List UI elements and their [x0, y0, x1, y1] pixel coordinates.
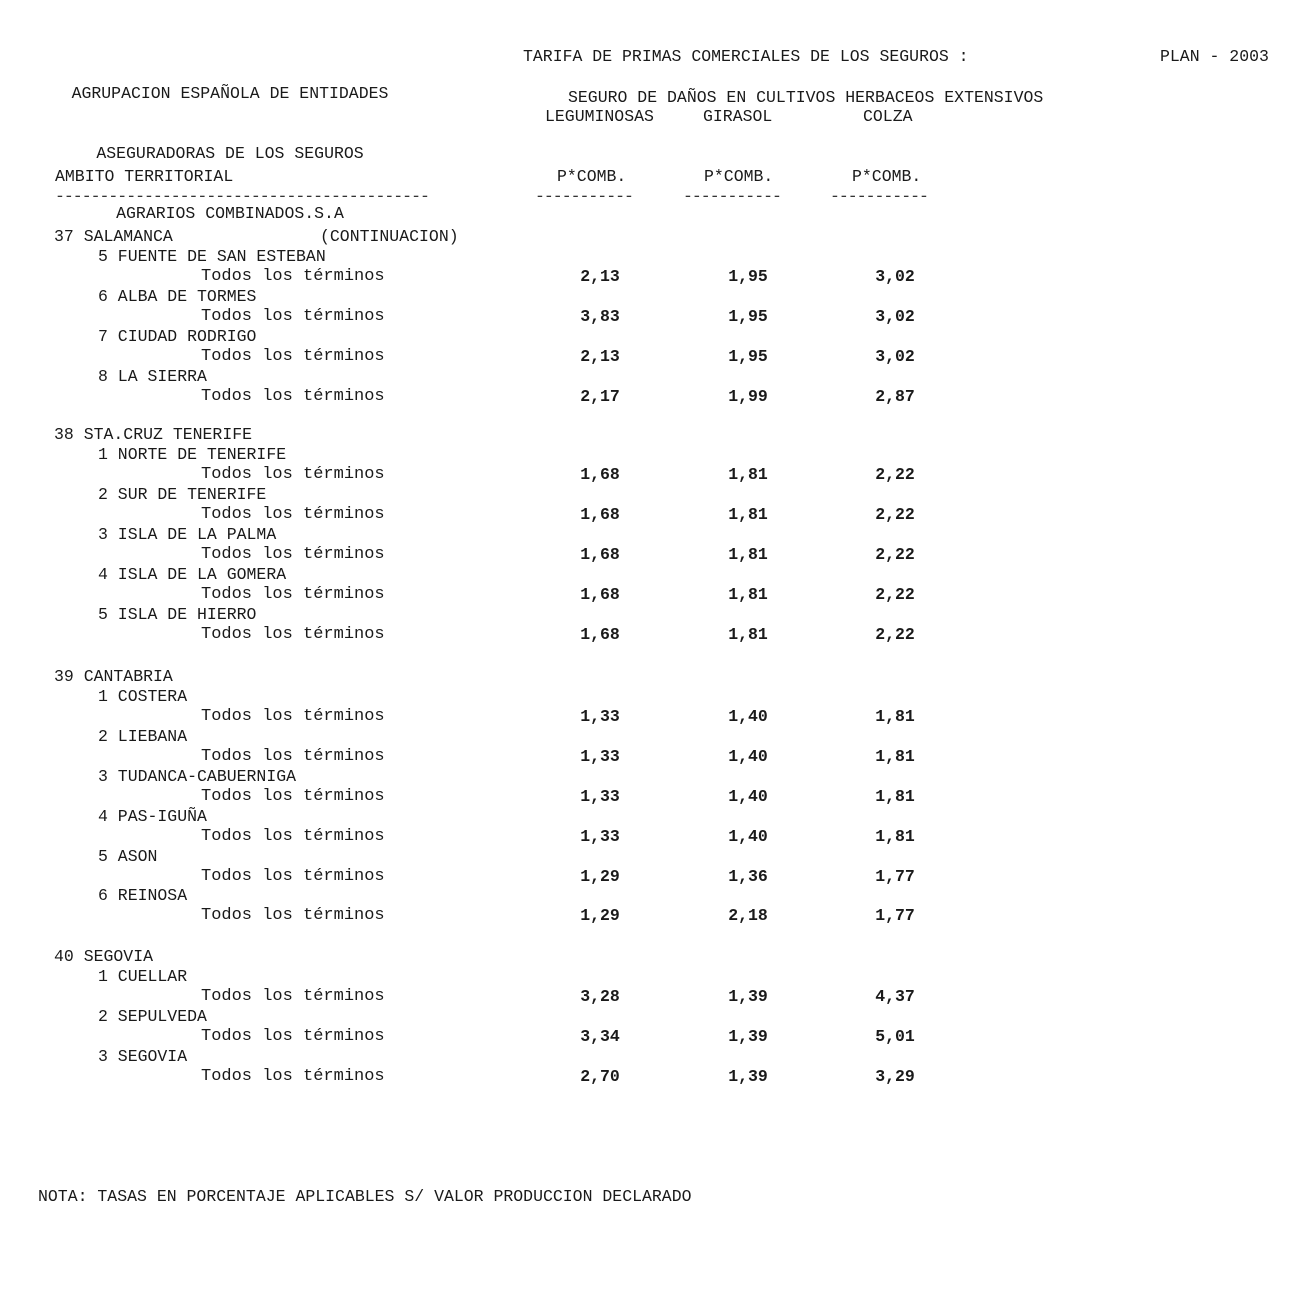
province-name: 40 SEGOVIA	[54, 947, 154, 966]
rate-girasol: 1,40	[728, 747, 768, 766]
term-row	[0, 545, 1309, 565]
ambito-territorial-header: AMBITO TERRITORIAL	[55, 167, 234, 186]
rate-colza: 5,01	[875, 1027, 915, 1046]
province-row	[0, 425, 1309, 445]
header-rule-ambito: ------------------------------------------	[55, 187, 429, 206]
term-row	[0, 465, 1309, 485]
province-row	[0, 667, 1309, 687]
rate-girasol: 1,95	[728, 347, 768, 366]
zone-row	[0, 367, 1309, 387]
term-row	[0, 867, 1309, 887]
organization-name	[30, 44, 430, 244]
term-label: Todos los términos	[201, 867, 385, 886]
rate-colza: 1,81	[875, 747, 915, 766]
term-label: Todos los términos	[201, 267, 385, 286]
rate-colza: 2,22	[875, 545, 915, 564]
zone-name: 3 ISLA DE LA PALMA	[98, 525, 277, 544]
rate-leguminosas: 1,29	[580, 906, 620, 925]
zone-row	[0, 525, 1309, 545]
term-label: Todos los términos	[201, 747, 385, 766]
term-label: Todos los términos	[201, 1027, 385, 1046]
zone-row	[0, 727, 1309, 747]
term-row	[0, 827, 1309, 847]
term-label: Todos los términos	[201, 585, 385, 604]
province-row	[0, 947, 1309, 967]
zone-row	[0, 445, 1309, 465]
plan-year: PLAN - 2003	[1160, 47, 1269, 66]
zone-name: 1 NORTE DE TENERIFE	[98, 445, 287, 464]
header-rule-leguminosas: -----------	[535, 187, 633, 206]
rate-girasol: 1,40	[728, 787, 768, 806]
zone-name: 5 FUENTE DE SAN ESTEBAN	[98, 247, 326, 266]
rate-leguminosas: 1,33	[580, 827, 620, 846]
zone-name: 6 ALBA DE TORMES	[98, 287, 257, 306]
zone-row	[0, 1047, 1309, 1067]
term-label: Todos los términos	[201, 625, 385, 644]
zone-name: 8 LA SIERRA	[98, 367, 207, 386]
province-continuation-note: (CONTINUACION)	[320, 227, 459, 246]
rate-girasol: 1,39	[728, 987, 768, 1006]
rate-colza: 1,77	[875, 867, 915, 886]
rate-girasol: 1,99	[728, 387, 768, 406]
zone-row	[0, 767, 1309, 787]
term-label: Todos los términos	[201, 347, 385, 366]
term-label: Todos los términos	[201, 505, 385, 524]
term-row	[0, 1067, 1309, 1087]
term-row	[0, 585, 1309, 605]
crop-title-colza: COLZA	[863, 107, 913, 126]
zone-name: 2 SUR DE TENERIFE	[98, 485, 267, 504]
zone-row	[0, 687, 1309, 707]
province-name: 38 STA.CRUZ TENERIFE	[54, 425, 253, 444]
rate-leguminosas: 1,68	[580, 625, 620, 644]
term-label: Todos los términos	[201, 387, 385, 406]
rate-colza: 1,81	[875, 787, 915, 806]
zone-row	[0, 605, 1309, 625]
term-row	[0, 307, 1309, 327]
rate-girasol: 1,81	[728, 585, 768, 604]
zone-row	[0, 287, 1309, 307]
zone-name: 4 ISLA DE LA GOMERA	[98, 565, 287, 584]
rate-leguminosas: 1,68	[580, 585, 620, 604]
term-label: Todos los términos	[201, 906, 385, 925]
zone-row	[0, 847, 1309, 867]
zone-name: 7 CIUDAD RODRIGO	[98, 327, 257, 346]
term-label: Todos los términos	[201, 545, 385, 564]
zone-name: 4 PAS-IGUÑA	[98, 807, 207, 826]
rate-girasol: 2,18	[728, 906, 768, 925]
zone-name: 1 COSTERA	[98, 687, 188, 706]
rate-leguminosas: 1,68	[580, 465, 620, 484]
rate-girasol: 1,81	[728, 505, 768, 524]
rate-leguminosas: 2,13	[580, 347, 620, 366]
footer-note: NOTA: TASAS EN PORCENTAJE APLICABLES S/ VALOR PRODUCCION DECLARADO	[38, 1187, 692, 1206]
term-row	[0, 625, 1309, 645]
rate-leguminosas: 1,68	[580, 545, 620, 564]
term-label: Todos los términos	[201, 307, 385, 326]
rate-leguminosas: 1,68	[580, 505, 620, 524]
rate-girasol: 1,39	[728, 1067, 768, 1086]
rate-leguminosas: 2,13	[580, 267, 620, 286]
rate-leguminosas: 2,70	[580, 1067, 620, 1086]
rate-colza: 1,81	[875, 827, 915, 846]
zone-name: 3 SEGOVIA	[98, 1047, 188, 1066]
rate-colza: 3,02	[875, 347, 915, 366]
term-row	[0, 747, 1309, 767]
rate-leguminosas: 1,33	[580, 787, 620, 806]
rate-girasol: 1,40	[728, 827, 768, 846]
crop-title-leguminosas: LEGUMINOSAS	[545, 107, 654, 126]
zone-name: 2 LIEBANA	[98, 727, 188, 746]
zone-row	[0, 327, 1309, 347]
zone-name: 5 ISLA DE HIERRO	[98, 605, 257, 624]
zone-name: 5 ASON	[98, 847, 158, 866]
rate-girasol: 1,39	[728, 1027, 768, 1046]
zone-name: 2 SEPULVEDA	[98, 1007, 207, 1026]
rate-leguminosas: 1,29	[580, 867, 620, 886]
rate-girasol: 1,95	[728, 267, 768, 286]
rate-leguminosas: 1,33	[580, 707, 620, 726]
term-row	[0, 707, 1309, 727]
zone-row	[0, 886, 1309, 906]
zone-row	[0, 807, 1309, 827]
term-row	[0, 906, 1309, 926]
rate-leguminosas: 3,28	[580, 987, 620, 1006]
rate-leguminosas: 3,34	[580, 1027, 620, 1046]
term-label: Todos los términos	[201, 787, 385, 806]
rate-colza: 3,29	[875, 1067, 915, 1086]
zone-row	[0, 1007, 1309, 1027]
column-header-leguminosas: P*COMB.	[557, 167, 627, 186]
rate-girasol: 1,81	[728, 465, 768, 484]
term-row	[0, 387, 1309, 407]
rate-girasol: 1,95	[728, 307, 768, 326]
rate-colza: 3,02	[875, 267, 915, 286]
zone-row	[0, 967, 1309, 987]
zone-name: 6 REINOSA	[98, 886, 188, 905]
province-name: 37 SALAMANCA	[54, 227, 173, 246]
rate-girasol: 1,81	[728, 545, 768, 564]
document-title: TARIFA DE PRIMAS COMERCIALES DE LOS SEGUROS :	[523, 47, 969, 66]
term-label: Todos los términos	[201, 707, 385, 726]
org-line-1: AGRUPACION ESPAÑOLA DE ENTIDADES	[71, 84, 389, 103]
term-label: Todos los términos	[201, 465, 385, 484]
zone-row	[0, 485, 1309, 505]
column-header-girasol: P*COMB.	[704, 167, 774, 186]
rate-colza: 1,77	[875, 906, 915, 925]
term-label: Todos los términos	[201, 1067, 385, 1086]
crop-title-girasol: GIRASOL	[703, 107, 773, 126]
header-rule-girasol: -----------	[683, 187, 781, 206]
rate-colza: 2,87	[875, 387, 915, 406]
rate-colza: 2,22	[875, 465, 915, 484]
rate-colza: 2,22	[875, 625, 915, 644]
rate-leguminosas: 3,83	[580, 307, 620, 326]
term-label: Todos los términos	[201, 987, 385, 1006]
column-header-colza: P*COMB.	[852, 167, 922, 186]
rate-colza: 2,22	[875, 505, 915, 524]
header-rule-colza: -----------	[830, 187, 928, 206]
zone-row	[0, 247, 1309, 267]
term-row	[0, 505, 1309, 525]
rate-girasol: 1,36	[728, 867, 768, 886]
term-row	[0, 1027, 1309, 1047]
term-label: Todos los términos	[201, 827, 385, 846]
rate-girasol: 1,40	[728, 707, 768, 726]
term-row	[0, 347, 1309, 367]
province-row	[0, 227, 1309, 247]
zone-row	[0, 565, 1309, 585]
zone-name: 1 CUELLAR	[98, 967, 188, 986]
rate-colza: 2,22	[875, 585, 915, 604]
rate-leguminosas: 1,33	[580, 747, 620, 766]
rate-girasol: 1,81	[728, 625, 768, 644]
org-line-2: ASEGURADORAS DE LOS SEGUROS	[96, 144, 364, 163]
org-line-3: AGRARIOS COMBINADOS.S.A	[116, 204, 344, 223]
rate-colza: 3,02	[875, 307, 915, 326]
term-row	[0, 267, 1309, 287]
zone-name: 3 TUDANCA-CABUERNIGA	[98, 767, 297, 786]
term-row	[0, 787, 1309, 807]
rate-colza: 4,37	[875, 987, 915, 1006]
rate-colza: 1,81	[875, 707, 915, 726]
insurance-subtitle: SEGURO DE DAÑOS EN CULTIVOS HERBACEOS EXTENSIVOS	[568, 88, 1044, 107]
rate-leguminosas: 2,17	[580, 387, 620, 406]
term-row	[0, 987, 1309, 1007]
province-name: 39 CANTABRIA	[54, 667, 173, 686]
